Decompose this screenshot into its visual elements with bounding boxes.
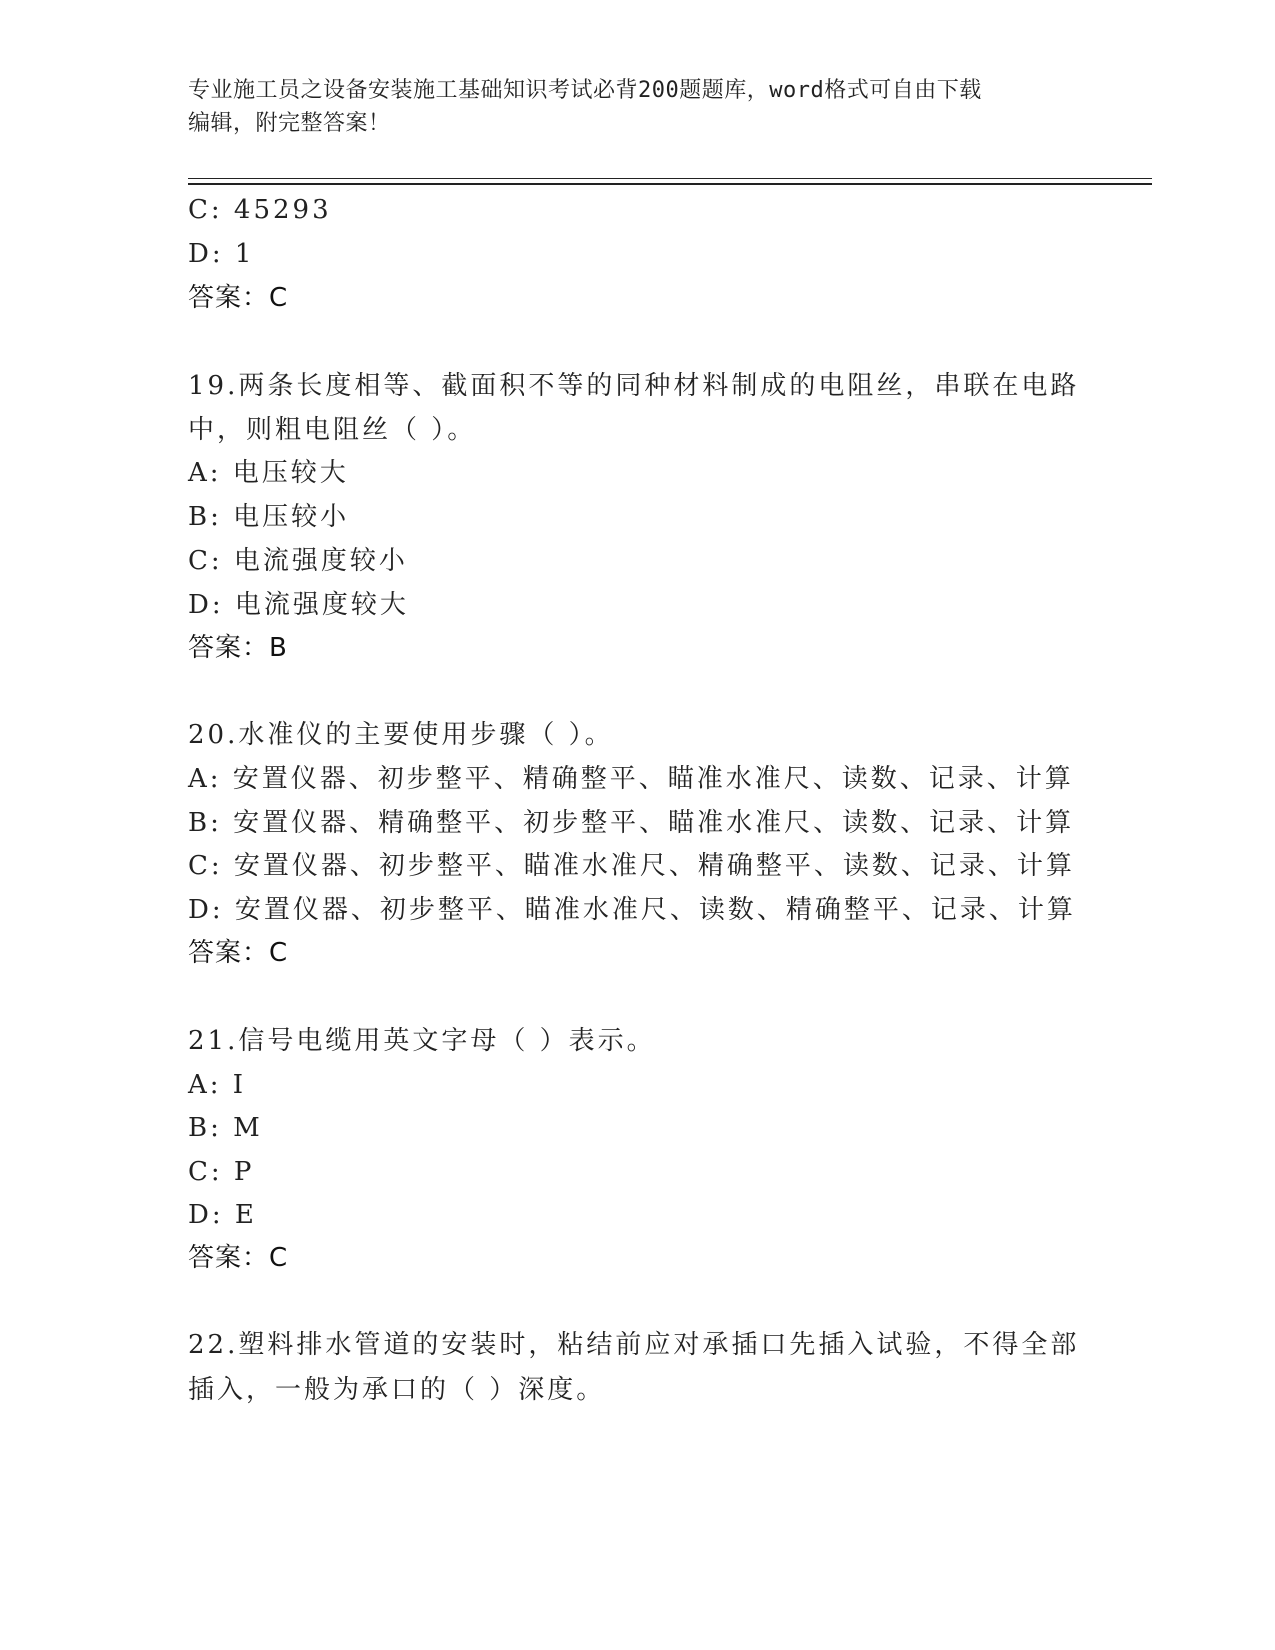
q19-stem-line-1: 19.两条长度相等、截面积不等的同种材料制成的电阻丝，串联在电路	[188, 371, 1080, 401]
q20-answer: 答案：C	[188, 938, 289, 968]
q19-stem-line-2: 中，则粗电阻丝（ ）。	[188, 415, 477, 445]
header-divider-thin	[188, 178, 1152, 179]
q20-option-d: D: 安置仪器、初步整平、瞄准水准尺、读数、精确整平、记录、计算	[188, 895, 1076, 925]
q19-option-b: B: 电压较小	[188, 502, 350, 532]
q22-stem-line-2: 插入，一般为承口的（ ）深度。	[188, 1375, 606, 1405]
q18-answer: 答案：C	[188, 283, 289, 313]
q20-option-a: A: 安置仪器、初步整平、精确整平、瞄准水准尺、读数、记录、计算	[188, 764, 1074, 794]
document-header	[188, 74, 1088, 140]
q21-option-b: B: M	[188, 1113, 263, 1143]
q18-option-c: C: 45293	[188, 195, 332, 225]
header-line-2: 编辑，附完整答案！	[188, 111, 391, 136]
q20-stem: 20.水准仪的主要使用步骤（ ）。	[188, 720, 614, 750]
header-line-1: 专业施工员之设备安装施工基础知识考试必背200题题库，word格式可自由下载	[188, 78, 982, 103]
q19-option-d: D: 电流强度较大	[188, 590, 409, 620]
q20-option-c: C: 安置仪器、初步整平、瞄准水准尺、精确整平、读数、记录、计算	[188, 851, 1075, 881]
q19-option-a: A: 电压较大	[188, 458, 349, 488]
q21-stem: 21.信号电缆用英文字母（ ）表示。	[188, 1026, 656, 1056]
q21-option-c: C: P	[188, 1157, 255, 1187]
q22-stem-line-1: 22.塑料排水管道的安装时，粘结前应对承插口先插入试验，不得全部	[188, 1330, 1080, 1360]
q19-option-c: C: 电流强度较小	[188, 546, 408, 576]
q20-option-b: B: 安置仪器、精确整平、初步整平、瞄准水准尺、读数、记录、计算	[188, 808, 1075, 838]
q18-option-d: D: 1	[188, 239, 255, 269]
header-divider-thick	[188, 183, 1152, 185]
q21-answer: 答案：C	[188, 1243, 289, 1273]
q19-answer: 答案：B	[188, 633, 288, 663]
q21-option-a: A: I	[188, 1070, 247, 1100]
q21-option-d: D: E	[188, 1200, 257, 1230]
